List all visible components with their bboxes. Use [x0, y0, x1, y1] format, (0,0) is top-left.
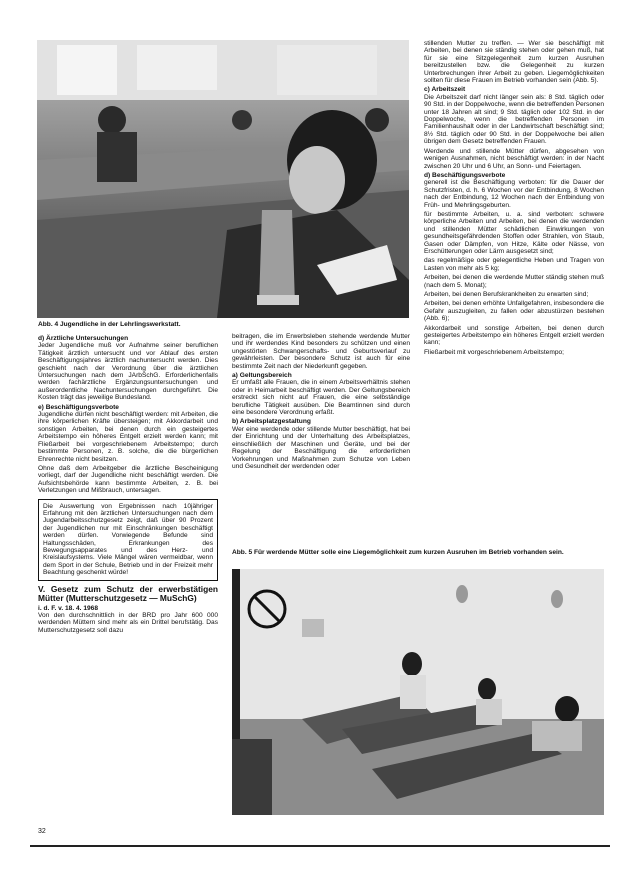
paragraph: für bestimmte Arbeiten, u. a. sind verboten: schwere körperliche Arbeiten und Arbeiten, bei denen die werdenden und stillenden Mütter schädlichen Einwirkungen von gesundheitsgefährdenden Stoffen oder Strahlen, von Staub, Gasen oder Dämpfen, von Hitze, Kälte oder Nässe, von Erschütterungen oder Lärm ausgesetzt sind; — [424, 210, 604, 255]
paragraph: Jugendliche dürfen nicht beschäftigt werden: mit Arbeiten, die ihre körperlichen Kräfte übersteigen; mit Akkordarbeit und sonstigen Arbeiten, bei denen durch ein gesteigertes Arbeitstempo ein höheres Entgelt erzielt werden kann; mit Fließarbeit bei vorgeschriebenem Arbeitstempo; durch bestimmte Personen, z. B. solche, die die bürgerlichen Ehrenrechte nicht besitzen. — [38, 411, 218, 463]
figure-5-caption: Abb. 5 Für werdende Mütter solle eine Liegemöglichkeit zum kurzen Ausruhen im Betrieb vorhanden sein. — [232, 549, 564, 556]
column-right — [424, 40, 604, 358]
law-date: i. d. F. v. 18. 4. 1968 — [38, 604, 98, 612]
paragraph: Ohne daß dem Arbeitgeber die ärztliche Bescheinigung vorliegt, darf der Jugendliche nicht beschäftigt werden. Die Aufsichtsbehörde kann bestimmte Arbeiten, z. B. bei Verletzungen und Mißbrauch, untersagen. — [38, 464, 218, 495]
page-number: 32 — [38, 828, 46, 835]
paragraph: Jeder Jugendliche muß vor Aufnahme seiner beruflichen Tätigkeit ärztlich untersucht und vor Ablauf des ersten Beschäftigungsjahres ärztlich nachuntersucht werden. Dies geschieht nach der Verordnung über die ärztlichen Untersuchungen nach dem JArbSchG. Erforderlichenfalls werden fachärztliche Ergänzungsuntersuchungen und außerordentliche Nachuntersuchungen durchgeführt. Die Kosten trägt das jeweilige Bundesland. — [38, 342, 218, 402]
heading-aerztliche-untersuchungen: d) Ärztliche Untersuchungen — [38, 335, 129, 342]
paragraph: Die Arbeitszeit darf nicht länger sein als: 8 Std. täglich oder 90 Std. in der Doppelwoche, wenn die betreffenden Personen unter 18 Jahren alt sind; 9 Std. täglich oder 102 Std. in der Doppelwoche, wenn die betreffenden Personen im Familienhaushalt oder in der Landwirtschaft beschäftigt sind; 8½ Std. täglich oder 90 Std. in der Doppelwoche bei allen übrigen dem Gesetz betreffenden Frauen. — [424, 93, 604, 146]
info-box: Die Auswertung von Ergebnissen nach 10jähriger Erfahrung mit den ärztlichen Untersuchungen nach dem Jugendarbeitsschutzgesetz zeigt, daß über 90 Prozent der Jugendlichen nur mit Einschränkungen beschäftigt werden dürfen. Vorwiegende Befunde sind Haltungsschäden, Erkrankungen des Bewegungsapparates und des Herz- und Kreislaufsystems. Viele Mängel wären vermeidbar, wenn dem Sport in der Schule, Betrieb und in der Freizeit mehr Beachtung geschenkt würde! — [38, 499, 218, 581]
column-left — [38, 333, 218, 636]
heading-arbeitsplatzgestaltung: b) Arbeitsplatzgestaltung — [232, 418, 311, 426]
paragraph: Werdende und stillende Mütter dürfen, abgesehen von wenigen Ausnahmen, nicht beschäftigt werden: in der Nacht zwischen 20 Uhr und 6 Uhr, an Sonn- und Feiertagen. — [424, 147, 604, 170]
paragraph: Arbeiten, bei denen Berufskrankheiten zu erwarten sind; — [424, 291, 589, 298]
paragraph: stillenden Mutter zu treffen. — Wer sie beschäftigt mit Arbeiten, bei denen sie ständig stehen oder gehen muß, hat für sie eine Sitzgelegenheit zum kurzen Ausruhen bereitzustellen bzw. die Gelegenheit zu kurzen Unterbrechungen ihrer Arbeit zu geben. Liegemöglichkeiten sollten für diese Frauen im Betrieb vorhanden sein (Abb. 5). — [424, 40, 604, 85]
heading-arbeitszeit: c) Arbeitszeit — [424, 86, 466, 94]
column-middle — [232, 333, 410, 472]
photo-workshop — [37, 40, 409, 318]
photo-rest-room — [232, 569, 604, 815]
bottom-rule — [30, 845, 610, 847]
paragraph: Er umfaßt alle Frauen, die in einem Arbeitsverhältnis stehen oder in Heimarbeit beschäftigt werden. Der Geltungsbereich erstreckt sich nicht auf Frauen, die eine selbständige berufliche Tätigkeit ausüben. Die Beamtinnen sind durch eine besondere Verordnung erfaßt. — [232, 379, 410, 417]
paragraph: Akkordarbeit und sonstige Arbeiten, bei denen durch gesteigertes Arbeitstempo ein höheres Entgelt erzielt werden kann; — [424, 324, 604, 347]
paragraph: generell ist die Beschäftigung verboten: für die Dauer der Schutzfristen, d. h. 6 Wochen vor der Entbindung, 8 Wochen nach der Entbindung, 12 Wochen nach der Entbindung von Früh- und Mehrlingsgeburten. — [424, 179, 604, 209]
paragraph: das regelmäßige oder gelegentliche Heben und Tragen von Lasten von mehr als 5 kg; — [424, 257, 604, 272]
paragraph: Wer eine werdende oder stillende Mutter beschäftigt, hat bei der Einrichtung und der Unterhaltung des Arbeitsplatzes, einschließlich der Maschinen und Geräte, und bei der Regelung der Beschäftigung die erforderlichen Vorkehrungen und Maßnahmen zum Schutze von Leben und Gesundheit der werdenden oder — [232, 425, 410, 470]
paragraph: beitragen, die im Erwerbsleben stehende werdende Mutter und ihr werdendes Kind besonders zu schützen und einen ungestörten Schwangerschafts- und Geburtsverlauf zu gewährleisten. Der besondere Schutz ist auch für eine bestimmte Zeit nach der Niederkunft gegeben. — [232, 333, 410, 370]
section-title-mutterschutz: V. Gesetz zum Schutz der erwerbstätigen Mütter (Mutterschutzgesetz — MuSchG) — [38, 583, 218, 603]
paragraph: Arbeiten, bei denen die werdende Mutter ständig stehen muß (nach dem 5. Monat); — [424, 274, 604, 289]
heading-geltungsbereich: a) Geltungsbereich — [232, 372, 292, 380]
figure-4-caption: Abb. 4 Jugendliche in der Lehrlingswerkstatt. — [38, 321, 181, 328]
paragraph: Fließarbeit mit vorgeschriebenem Arbeitstempo; — [424, 348, 564, 356]
paragraph: Von den durchschnittlich in der BRD pro Jahr 600 000 werdenden Müttern sind mehr als ein Drittel berufstätig. Das Mutterschutzgesetz soll dazu — [38, 612, 218, 634]
paragraph: Arbeiten, bei denen erhöhte Unfallgefahren, insbesondere die Gefahr auszugleiten, zu fallen oder abzustürzen bestehen (Abb. 6); — [424, 300, 604, 323]
heading-beschaeftigungsverbote: e) Beschäftigungsverbote — [38, 403, 119, 411]
heading-beschaeftigungsverbote-muetter: d) Beschäftigungsverbote — [424, 171, 506, 179]
